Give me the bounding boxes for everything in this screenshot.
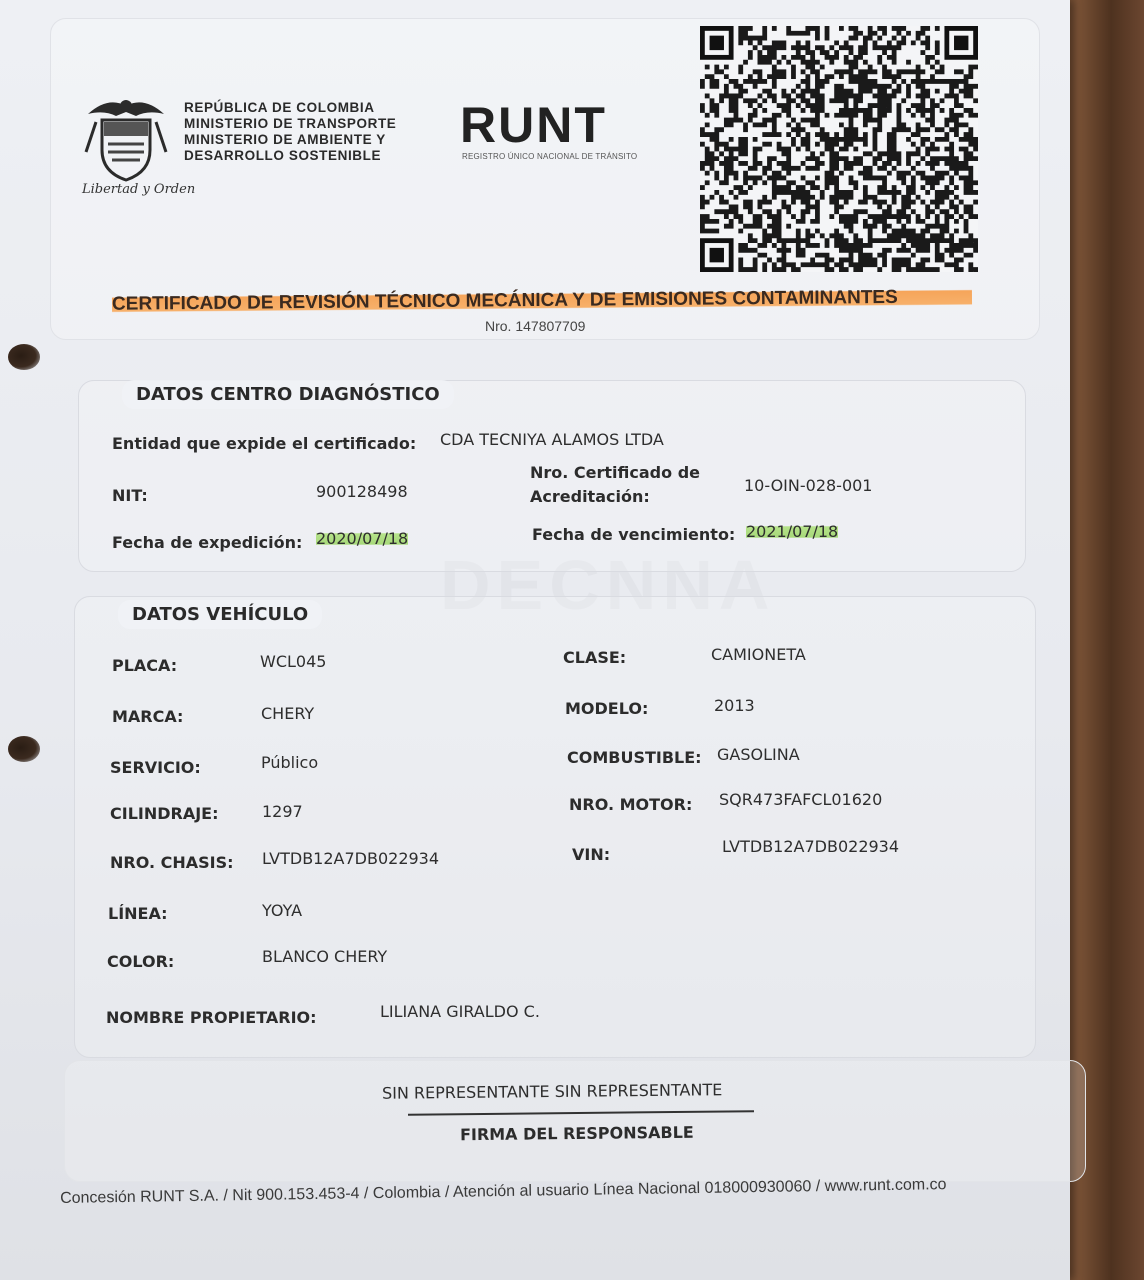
color-value: BLANCO CHERY <box>262 947 388 966</box>
nit-value: 900128498 <box>316 482 408 501</box>
nro-chasis-label: NRO. CHASIS: <box>110 853 234 872</box>
modelo-label: MODELO: <box>565 699 649 718</box>
nro-chasis-value: LVTDB12A7DB022934 <box>262 849 440 868</box>
firma-label: FIRMA DEL RESPONSABLE <box>459 1122 694 1145</box>
vencimiento-label: Fecha de vencimiento: <box>532 525 736 544</box>
clase-label: CLASE: <box>563 648 627 667</box>
motto-text: Libertad y Orden <box>82 182 196 197</box>
coat-of-arms-icon <box>78 92 174 188</box>
ministry-line: DESARROLLO SOSTENIBLE <box>184 148 382 163</box>
certificate-number: Nro. 147807709 <box>485 318 586 334</box>
servicio-value: Público <box>261 753 319 772</box>
vehiculo-section-card <box>74 596 1036 1058</box>
vin-label: VIN: <box>572 845 611 864</box>
certificate-title: CERTIFICADO DE REVISIÓN TÉCNICO MECÁNICA Y DE EMISIONES CONTAMINANTES <box>112 286 972 316</box>
runt-logo: RUNT <box>460 97 607 153</box>
entidad-value: CDA TECNIYA ALAMOS LTDA <box>440 430 664 449</box>
acreditacion-value: 10-OIN-028-001 <box>744 476 873 495</box>
entidad-label: Entidad que expide el certificado: <box>112 434 417 453</box>
combustible-value: GASOLINA <box>717 745 800 764</box>
representante-text: SIN REPRESENTANTE SIN REPRESENTANTE <box>381 1080 723 1103</box>
nit-label: NIT: <box>112 486 148 505</box>
ministry-line: MINISTERIO DE AMBIENTE Y <box>184 132 386 147</box>
punch-hole-bottom <box>8 736 40 762</box>
servicio-label: SERVICIO: <box>110 758 201 777</box>
propietario-label: NOMBRE PROPIETARIO: <box>106 1008 317 1027</box>
modelo-value: 2013 <box>714 696 755 715</box>
placa-label: PLACA: <box>112 656 178 675</box>
nro-motor-label: NRO. MOTOR: <box>569 795 693 814</box>
expedicion-label: Fecha de expedición: <box>112 533 303 552</box>
footer-text: Concesión RUNT S.A. / Nit 900.153.453-4 / Colombia / Atención al usuario Línea Nacional 018000930060 / www.runt.com.co <box>60 1176 947 1207</box>
marca-label: MARCA: <box>112 707 184 726</box>
vencimiento-value: 2021/07/18 <box>746 522 839 541</box>
vehiculo-section-title: DATOS VEHÍCULO <box>118 600 322 629</box>
qr-code-icon <box>700 26 978 272</box>
acreditacion-label-line1: Nro. Certificado de <box>530 463 700 482</box>
marca-value: CHERY <box>261 704 315 723</box>
linea-value: YOYA <box>262 901 303 920</box>
cilindraje-label: CILINDRAJE: <box>110 804 219 823</box>
propietario-value: LILIANA GIRALDO C. <box>380 1002 540 1021</box>
clase-value: CAMIONETA <box>711 645 806 664</box>
watermark: DECNNA <box>440 546 776 624</box>
runt-logo-subtitle: REGISTRO ÚNICO NACIONAL DE TRÁNSITO <box>462 152 638 161</box>
ministry-line: REPÚBLICA DE COLOMBIA <box>184 100 375 115</box>
color-label: COLOR: <box>107 952 175 971</box>
expedicion-value: 2020/07/18 <box>316 529 409 548</box>
linea-label: LÍNEA: <box>108 904 168 923</box>
acreditacion-label-line2: Acreditación: <box>530 487 650 506</box>
placa-value: WCL045 <box>260 652 327 671</box>
punch-hole-top <box>8 344 40 370</box>
combustible-label: COMBUSTIBLE: <box>567 748 702 767</box>
vin-value: LVTDB12A7DB022934 <box>722 837 900 856</box>
ministry-line: MINISTERIO DE TRANSPORTE <box>184 116 397 131</box>
nro-motor-value: SQR473FAFCL01620 <box>719 790 883 809</box>
firma-card <box>64 1060 1086 1182</box>
cilindraje-value: 1297 <box>262 802 303 821</box>
centro-section-title: DATOS CENTRO DIAGNÓSTICO <box>122 380 454 409</box>
ministry-block <box>184 100 396 164</box>
